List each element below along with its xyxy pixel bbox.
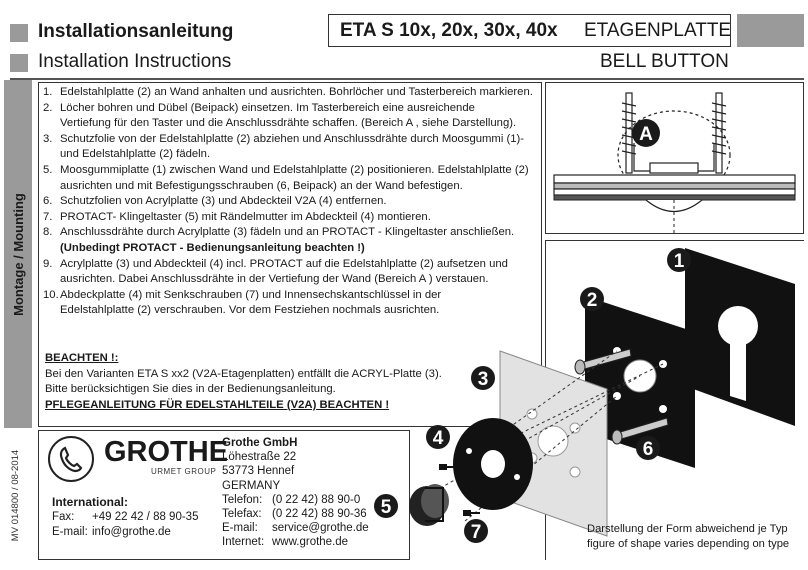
product-de: ETAGENPLATTE [584,20,732,41]
intl-fax: +49 22 42 / 88 90-35 [92,511,199,523]
title-de: Installationsanleitung [38,21,234,42]
cover-part-ring [453,418,533,510]
side-label-bar [4,80,32,428]
step-line-bold: (Unbedingt PROTACT - Bedienungsanleitung beachten !) [60,241,365,254]
step-line: 9. Acrylplatte (3) und Abdeckteil (4) incl. PROTACT auf die Edelstahlplatte (2) aufsetzen und [43,257,508,270]
svg-text:7: 7 [470,522,482,543]
callout-2 [580,287,604,311]
step-line: Vertiefung für den Taster und die Anschlussdrähte schaffen. (Bereich A , siehe Darstellung). [60,117,517,130]
diagram-caption [587,522,789,551]
intl-email[interactable]: info@grothe.de [92,526,171,538]
header-square-2 [10,54,28,72]
foam-rubber-plate [685,248,795,426]
callout-1 [667,248,691,272]
svg-text:2: 2 [586,290,598,311]
svg-text:3: 3 [477,369,489,390]
grothe-logo: GROTHE [104,436,229,468]
step-line: 10. Abdeckplatte (4) mit Senkschrauben (7) und Innensechskantschlüssel in der [43,288,442,301]
version-code: MV 014800 / 08-2014 [10,449,22,541]
international-title: International: [52,495,129,509]
header-grey-bar [737,14,804,47]
company-country: GERMANY [222,479,281,492]
step-line: und Edelstahlplatte (2) fädeln. [60,148,211,161]
company-address: Grothe GmbH Löhestraße 22 53773 Hennef GERMANY Telefon: (0 22 42) 88 90-0 Telefax: (0 22 42) 88 90-36 E-mail: service@grothe.de Internet: www.grothe.de [222,437,369,549]
caption-de: Darstellung der Form abweichend je Typ [587,523,788,535]
international-contact: International: Fax: +49 22 42 / 88 90-35 E-mail: info@grothe.de [52,495,199,538]
step-line: ausrichten. Dabei Anschlussdrähte in der Vertiefung der Wand (Bereich A ) verstauen. [60,273,489,286]
step-line: ausrichten und mit Befestigungsschrauben (6, Beipack) an der Wand befestigen. [60,179,463,192]
caption-en: figure of shape varies depending on type [587,537,790,550]
svg-text:1: 1 [673,251,685,272]
callout-3 [471,366,495,390]
step-line: 6. Schutzfolien von Acrylplatte (3) und Abdeckteil V2A (4) entfernen. [43,195,387,208]
cross-section-diagram [546,83,803,233]
bell-button [409,484,449,526]
title-en: Installation Instructions [38,51,232,72]
header-divider [10,78,804,80]
header-square-1 [10,24,28,42]
model-label: ETA S 10x, 20x, 30x, 40x [340,20,558,41]
step-line: 1. Edelstahlplatte (2) an Wand anhalten und ausrichten. Bohrlöcher und Tasterbereich markieren. [43,86,533,98]
step-line: 3. Schutzfolie von der Edelstahlplatte (2) abziehen und Anschlussdrähte durch Moosgummi (1)- [43,132,525,145]
callout-6 [636,436,660,460]
notice-line2: Bitte berücksichtigen Sie dies in der Bedienungsanleitung. [45,383,336,396]
company-city: 53773 Hennef [222,465,295,478]
area-a-label: A [639,124,653,145]
logo-subtitle: URMET GROUP [151,467,217,476]
exploded-view-diagram [380,236,805,566]
step-line: Edelstahlplatte (2) verschrauben. Vor dem Festziehen nochmals ausrichten. [60,304,440,317]
notice-heading: BEACHTEN !: [45,352,119,364]
callout-7 [464,519,488,543]
care-instructions: PFLEGEANLEITUNG FÜR EDELSTAHLTEILE (V2A) BEACHTEN ! [45,398,390,411]
step-line: 2. Löcher bohren und Dübel (Beipack) einsetzen. Im Tasterbereich eine ausreichende [43,101,475,114]
svg-text:6: 6 [642,439,654,460]
callout-5 [374,494,398,518]
notice-line1: Bei den Varianten ETA S xx2 (V2A-Etagenplatten) entfällt die ACRYL-Platte (3). [45,367,442,380]
company-street: Löhestraße 22 [222,451,297,464]
company-name: Grothe GmbH [222,437,298,449]
phone-logo-icon [48,436,94,482]
svg-text:5: 5 [380,497,392,518]
step-line: 5. Moosgummiplatte (1) zwischen Wand und Edelstahlplatte (2) positionieren. Edelstahlplatte (2) [43,163,529,176]
svg-text:4: 4 [432,428,444,449]
callout-4 [426,425,450,449]
side-label: Montage / Mounting [10,192,26,316]
company-fax: (0 22 42) 88 90-36 [272,508,367,521]
step-line: 7. PROTACT- Klingeltaster (5) mit Rändelmutter im Abdeckteil (4) montieren. [43,210,431,223]
company-web[interactable]: www.grothe.de [272,536,349,549]
company-tel: (0 22 42) 88 90-0 [272,493,361,506]
step-line: 8. Anschlussdrähte durch Acrylplatte (3) fädeln und an PROTACT - Klingeltaster anschließen. [43,226,515,239]
company-email[interactable]: service@grothe.de [272,522,369,535]
product-en: BELL BUTTON [600,51,729,72]
